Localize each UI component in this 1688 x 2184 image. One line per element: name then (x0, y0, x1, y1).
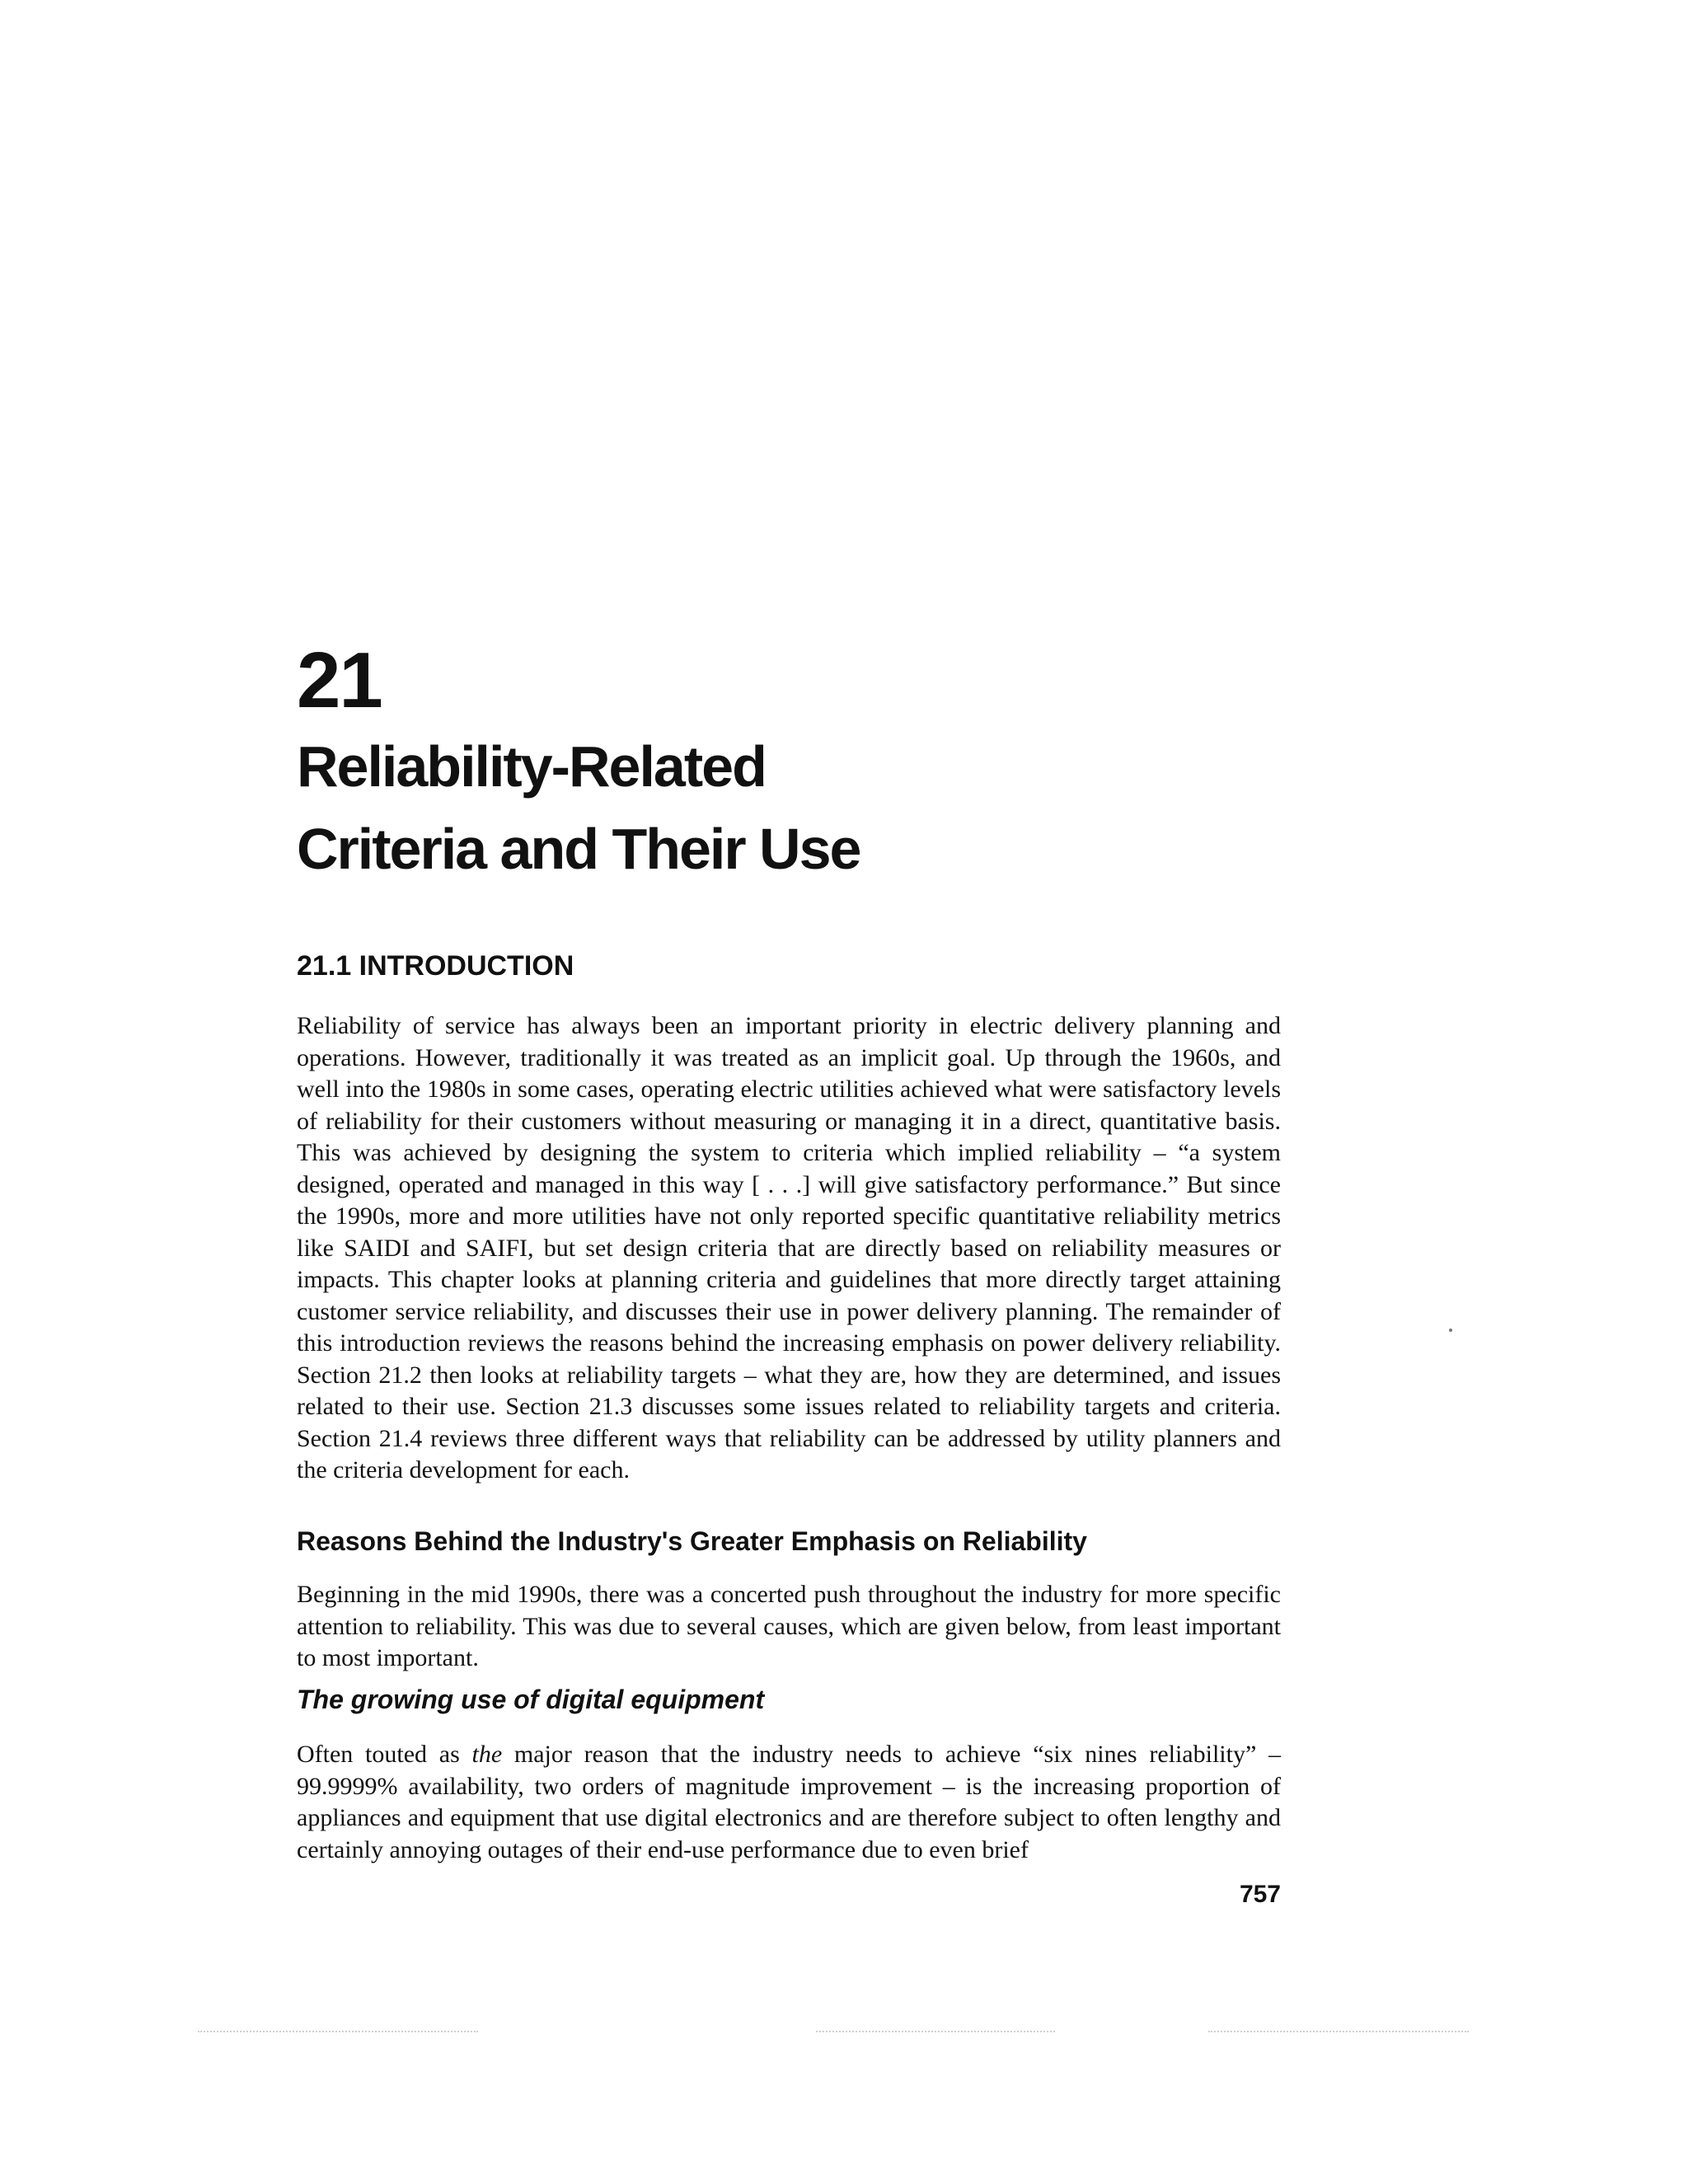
subsubsection-paragraph-block (297, 1739, 1281, 1866)
scan-artifact-line-right (1208, 2031, 1469, 2034)
subsection-paragraph-block (297, 1579, 1281, 1675)
section-heading-block (297, 949, 1281, 982)
subsubsection-paragraph-start: Often touted as (297, 1741, 472, 1768)
chapter-title-line-1: Reliability-Related (297, 734, 766, 799)
scan-artifact-line-middle (816, 2031, 1055, 2034)
subsubsection-paragraph (297, 1739, 1281, 1866)
subsection-heading-block (297, 1525, 1281, 1558)
subsection-heading: Reasons Behind the Industry's Greater Emphasis on Reliability (297, 1526, 1087, 1556)
introduction-paragraph-block (297, 1010, 1281, 1487)
chapter-number: 21 (297, 636, 382, 724)
subsubsection-heading-block (297, 1683, 1281, 1716)
section-heading: 21.1 INTRODUCTION (297, 950, 574, 982)
subsection-paragraph: Beginning in the mid 1990s, there was a concerted push throughout the industry for more specific attention to reliability. This was due to several causes, which are given below, from least important to most important. (297, 1581, 1281, 1671)
scan-artifact-dot (1449, 1329, 1452, 1332)
subsubsection-paragraph-emphasis: the (471, 1741, 503, 1768)
scan-artifact-line-left (198, 2031, 478, 2034)
introduction-paragraph: Reliability of service has always been an important priority in electric delivery planning and operations. However, traditionally it was treated as an implicit goal. Up through the 1960s, and well into the 1980s in some cases, operating electric utilities achieved what were satisfactory levels of reliability for their customers without measuring or managing it in a direct, quantitative basis. This was achieved by designing the system to criteria which implied reliability – “a system designed, operated and managed in this way [ . . .] will give satisfactory performance.” But since the 1990s, more and more utilities have not only reported specific quantitative reliability metrics like SAIDI and SAIFI, but set design criteria that are directly based on reliability measures or impacts. This chapter looks at planning criteria and guidelines that more directly target attaining customer service reliability, and discusses their use in power delivery planning. The remainder of this introduction reviews the reasons behind the increasing emphasis on power delivery reliability. Section 21.2 then looks at reliability targets – what they are, how they are determined, and issues related to their use. Section 21.3 discusses some issues related to reliability targets and criteria. Section 21.4 reviews three different ways that reliability can be addressed by utility planners and the criteria development for each. (297, 1012, 1281, 1483)
chapter-title-line-2: Criteria and Their Use (297, 817, 860, 881)
subsubsection-heading: The growing use of digital equipment (297, 1685, 765, 1714)
chapter-title (297, 725, 1368, 890)
page-number: 757 (1239, 1881, 1281, 1908)
subsubsection-paragraph-end: major reason that the industry needs to achieve “six nines reliability” – 99.9999% availability, two orders of magnitude improvement – is the increasing proportion of appliances and equipment that use digital electronics and are therefore subject to often lengthy and certainly annoying outages of their end-use performance due to even brief (297, 1741, 1282, 1863)
